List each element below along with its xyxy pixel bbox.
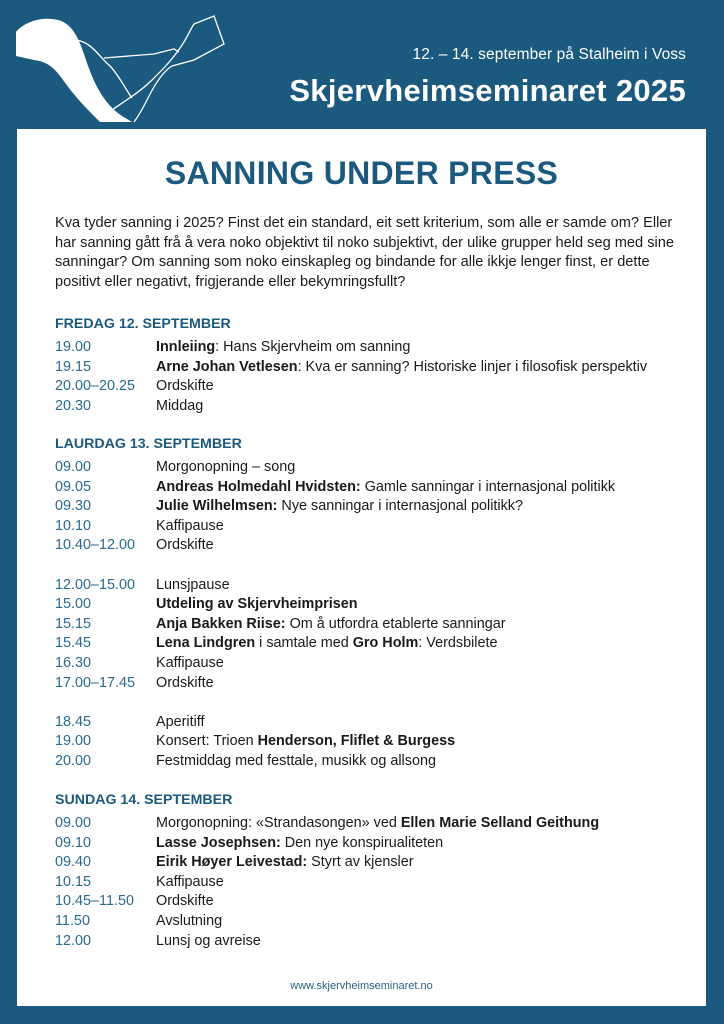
schedule-row	[55, 713, 695, 733]
schedule-row	[55, 497, 695, 517]
schedule-time: 09.00	[55, 459, 92, 475]
schedule-time: 10.10	[55, 517, 92, 534]
schedule-row	[55, 576, 695, 596]
description-text: : Kva er sanning? Historiske linjer i filosofisk perspektiv	[297, 358, 648, 375]
description-text: Lunsj og avreise	[156, 932, 261, 949]
schedule-description	[156, 752, 436, 772]
schedule-time: 10.45–11.50	[55, 893, 134, 910]
speaker-or-highlight: Innleiing	[156, 339, 216, 355]
description-text: Ordskifte	[156, 537, 214, 554]
speaker-or-highlight: Eirik Høyer Leivestad:	[156, 854, 308, 871]
schedule-description	[156, 853, 414, 873]
schedule-row	[55, 654, 695, 674]
schedule-row	[55, 517, 695, 537]
schedule-time: 09.05	[55, 478, 92, 495]
description-text: i samtale med	[255, 635, 353, 652]
speaker-or-highlight: Lena Lindgren	[156, 635, 256, 652]
description-text: Morgonopning: «Strandasongen» ved	[156, 815, 401, 831]
description-text: Kaffipause	[156, 873, 224, 890]
schedule-row	[55, 478, 695, 498]
description-text: Aperitiff	[156, 713, 205, 730]
schedule-time: 12.00	[55, 932, 92, 949]
description-text: Lunsjpause	[156, 576, 230, 593]
event-title: Skjervheimseminaret 2025	[289, 73, 686, 108]
schedule-time: 10.15	[55, 873, 92, 890]
day-title: SUNDAG 14. SEPTEMBER	[55, 792, 233, 808]
schedule-time: 09.30	[55, 498, 92, 515]
schedule-description	[156, 732, 455, 752]
description-text: Morgonopning – song	[156, 459, 296, 475]
schedule-time: 15.45	[55, 635, 92, 652]
schedule-row	[55, 932, 695, 952]
speaker-or-highlight: Henderson, Fliflet & Burgess	[257, 733, 456, 750]
schedule-time: 20.00–20.25	[55, 378, 136, 395]
schedule-row	[55, 814, 695, 834]
schedule-description	[156, 654, 224, 674]
schedule-time: 09.10	[55, 834, 92, 851]
speaker-or-highlight: Andreas Holmedahl Hvidsten:	[156, 478, 361, 495]
description-text: Kaffipause	[156, 517, 224, 534]
event-dates-location: 12. – 14. september på Stalheim i Voss	[412, 46, 686, 63]
schedule-description	[156, 814, 599, 834]
landscape-route-logo	[14, 14, 234, 124]
schedule-row	[55, 873, 695, 893]
schedule-description	[156, 912, 222, 932]
schedule-spacer	[55, 556, 695, 576]
description-text: : Verdsbilete	[418, 635, 498, 652]
day-section-saturday	[55, 436, 695, 772]
schedule-description	[156, 458, 295, 478]
schedule-description	[156, 873, 224, 893]
schedule-row	[55, 458, 695, 478]
schedule-description	[156, 358, 647, 378]
programme-panel	[17, 129, 706, 1006]
schedule-row	[55, 595, 695, 615]
schedule-row	[55, 338, 695, 358]
day-title: FREDAG 12. SEPTEMBER	[55, 316, 231, 332]
description-text: Den nye konspirualiteten	[280, 834, 444, 851]
day-section-friday	[55, 316, 695, 416]
speaker-or-highlight: Julie Wilhelmsen:	[156, 498, 278, 515]
schedule-row	[55, 377, 695, 397]
website-link[interactable]: www.skjervheimseminaret.no	[290, 980, 433, 992]
description-text: Ordskifte	[156, 893, 214, 910]
schedule-time: 17.00–17.45	[55, 674, 136, 691]
schedule-time: 11.50	[55, 912, 90, 929]
schedule-row	[55, 912, 695, 932]
schedule-row	[55, 752, 695, 772]
schedule-time: 09.00	[55, 815, 92, 831]
schedule-row	[55, 834, 695, 854]
programme-headline: SANNING UNDER PRESS	[164, 155, 559, 191]
schedule-time: 12.00–15.00	[55, 576, 136, 593]
schedule-description	[156, 536, 214, 556]
schedule-row	[55, 674, 695, 694]
schedule-row	[55, 615, 695, 635]
schedule-description	[156, 932, 261, 952]
schedule-description	[156, 634, 497, 654]
description-text: Middag	[156, 397, 204, 414]
schedule-row	[55, 732, 695, 752]
description-text: Kaffipause	[156, 654, 224, 671]
schedule-description	[156, 377, 214, 397]
schedule-time: 16.30	[55, 654, 92, 671]
schedule-description	[156, 892, 214, 912]
schedule-description	[156, 713, 205, 733]
description-text: Gamle sanningar i internasjonal politikk	[360, 478, 616, 495]
speaker-or-highlight: Ellen Marie Selland Geithung	[400, 815, 600, 831]
schedule-time: 15.15	[55, 615, 92, 632]
schedule-time: 19.00	[55, 733, 92, 750]
schedule-description	[156, 674, 214, 694]
description-text: Konsert: Trioen	[156, 733, 258, 750]
schedule-time: 20.00	[55, 752, 92, 769]
schedule-time: 18.45	[55, 713, 92, 730]
schedule-time: 15.00	[55, 596, 92, 613]
description-text: Nye sanningar i internasjonal politikk?	[277, 498, 523, 515]
schedule-description	[156, 576, 230, 596]
description-text: Ordskifte	[156, 378, 214, 395]
speaker-or-highlight: Arne Johan Vetlesen	[156, 358, 298, 375]
schedule-row	[55, 853, 695, 873]
schedule-time: 19.00	[55, 339, 92, 355]
schedule-row	[55, 358, 695, 378]
schedule-description	[156, 595, 358, 615]
schedule-description	[156, 478, 615, 498]
schedule-description	[156, 397, 203, 417]
schedule-description	[156, 615, 506, 635]
schedule-time: 20.30	[55, 397, 92, 414]
schedule-row	[55, 536, 695, 556]
day-title: LAURDAG 13. SEPTEMBER	[55, 436, 242, 452]
intro-text: Kva tyder sanning i 2025? Finst det ein standard, eit sett kriterium, som alle er samde om? Eller har sanning gått frå å vera noko objektivt til noko subjektivt, der ulike grupper held seg med sine sanningar? Om sanning som noko einskapleg og bindande for alle ikkje lenger finst, er dette positivt eller negativt, frigjerande eller bekymringsfullt?	[55, 215, 674, 290]
schedule-row	[55, 634, 695, 654]
speaker-or-highlight: Utdeling av Skjervheimprisen	[156, 596, 358, 613]
speaker-or-highlight: Anja Bakken Riise:	[156, 615, 286, 632]
schedule-spacer	[55, 693, 695, 713]
schedule-description	[156, 338, 410, 358]
schedule-description	[156, 497, 523, 517]
schedule-time: 19.15	[55, 358, 92, 375]
description-text: Ordskifte	[156, 674, 214, 691]
description-text: Styrt av kjensler	[307, 854, 414, 871]
day-section-sunday	[55, 792, 695, 951]
schedule-time: 10.40–12.00	[55, 537, 136, 554]
schedule-description	[156, 834, 443, 854]
schedule-description	[156, 517, 224, 537]
schedule-time: 09.40	[55, 854, 92, 871]
description-text: : Hans Skjervheim om sanning	[215, 339, 411, 355]
schedule-row	[55, 892, 695, 912]
speaker-or-highlight: Lasse Josephsen:	[156, 834, 281, 851]
schedule-row	[55, 397, 695, 417]
description-text: Avslutning	[156, 912, 223, 929]
speaker-or-highlight: Gro Holm	[352, 635, 419, 652]
description-text: Festmiddag med festtale, musikk og allsong	[156, 752, 436, 769]
description-text: Om å utfordra etablerte sanningar	[285, 615, 506, 632]
